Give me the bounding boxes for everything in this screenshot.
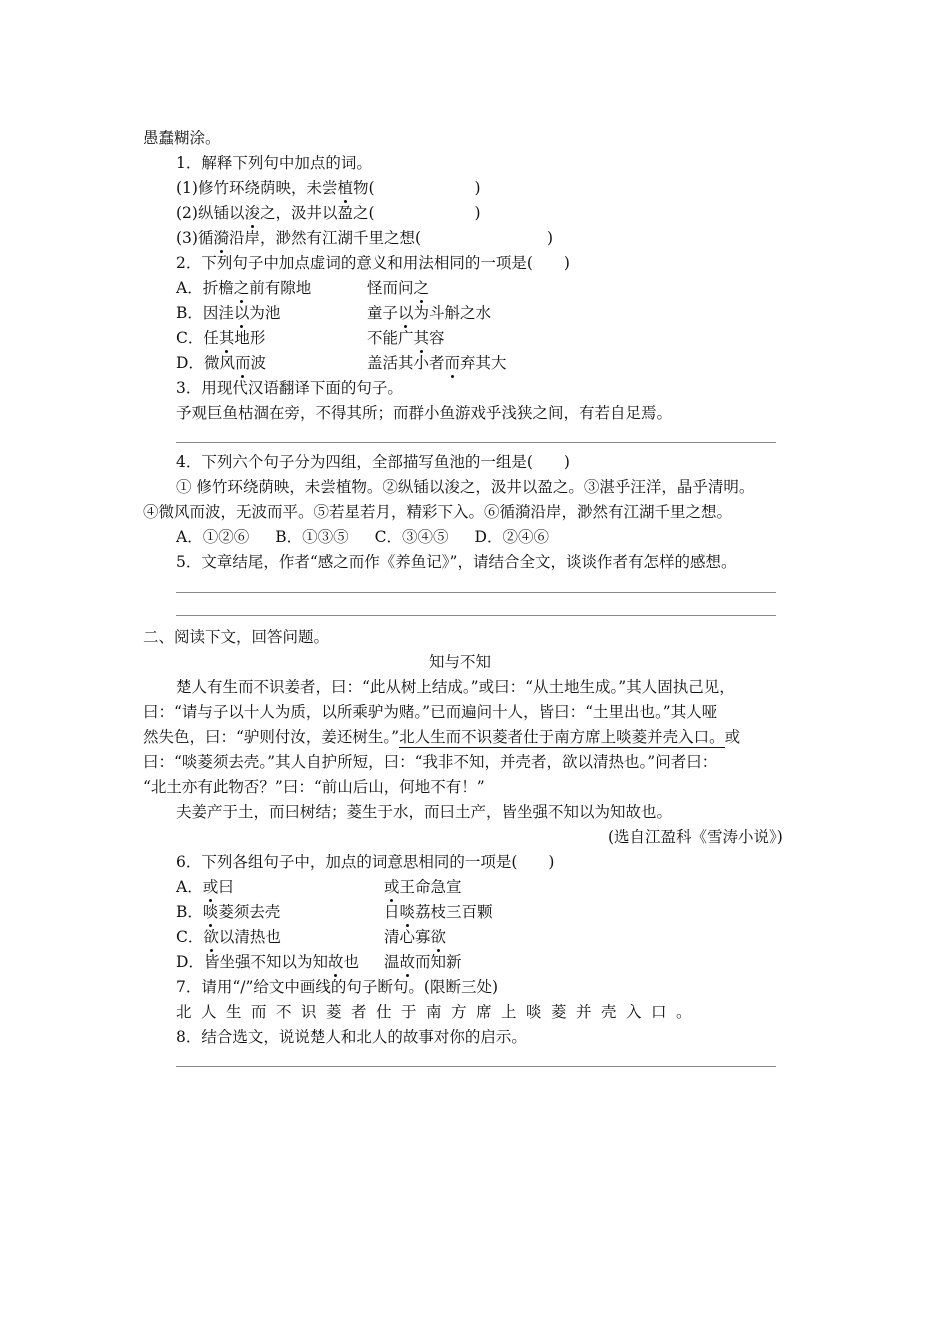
q6-option-d [176, 952, 359, 972]
dotted-word: 欲 [203, 928, 219, 946]
option-left-post: 菱须去壳 [218, 903, 281, 921]
option-letter: A． [176, 528, 203, 546]
option-letter: D． [474, 528, 503, 546]
q6-option-b-right [384, 902, 493, 922]
option-left-post: 曰 [218, 878, 234, 896]
option-letter: A． [176, 878, 203, 896]
dotted-word: 而 [444, 354, 461, 372]
option-letter: B． [176, 304, 203, 322]
dotted-word: 以 [233, 304, 250, 322]
dotted-word: 之 [413, 279, 430, 297]
q6-option-a [176, 877, 234, 897]
answer-line[interactable] [176, 1066, 776, 1067]
q2-option-a-right [367, 278, 429, 298]
passage-source: (选自江盈科《雪涛小说》) [608, 828, 783, 846]
dotted-word: 而 [234, 354, 251, 372]
q2-option-d [176, 353, 266, 373]
q2-stem: 2．下列句子中加点虚词的意义和用法相同的一项是( ) [176, 254, 570, 272]
passage-line-6: 夫姜产于土，而曰树结；菱生于水，而曰土产，皆坐强不知以为知故也。 [176, 803, 673, 821]
q4-line1: ① 修竹环绕荫映，未尝植物。②纵锸以浚之，汲井以盈之。③湛乎汪洋，晶乎清明。 [176, 478, 755, 496]
q1-item-3 [176, 228, 553, 248]
dotted-word: 之 [233, 279, 250, 297]
dotted-word: 啖 [202, 903, 219, 921]
dotted-word: 浚 [244, 204, 260, 222]
option-left-post: 以清热也 [218, 928, 281, 946]
option-right-post: 王命急宣 [399, 878, 462, 896]
option-text: ①③⑤ [302, 528, 349, 546]
q6-option-a-right [384, 877, 462, 897]
dotted-word: 其 [218, 329, 235, 347]
answer-line[interactable] [176, 615, 776, 616]
dotted-word: 以 [398, 304, 414, 322]
option-right-post: 而知新 [415, 953, 462, 971]
q1-item-3-close: ) [547, 229, 554, 247]
q1-stem: 1．解释下列句中加点的词。 [176, 154, 372, 172]
q1-item-2-close: ) [474, 204, 481, 222]
passage-line-3-post: 或 [724, 728, 741, 746]
option-letter: C． [374, 528, 402, 546]
passage-line-3-pre: 然失色，曰：“驴则付汝，姜还树生。” [143, 728, 400, 746]
underlined-sentence: 北人生而不识菱者仕于南方席上啖菱并壳入口。 [399, 728, 725, 746]
passage-line-3 [143, 727, 740, 747]
q8-stem: 8．结合选文，说说楚人和北人的故事对你的启示。 [176, 1028, 527, 1046]
q4-line2: ④微风而波，无波而平。⑤若星若月，精彩下入。⑥循漪沿岸，渺然有江湖千里之想。 [143, 503, 733, 521]
option-letter: D． [176, 354, 204, 372]
passage-title: 知与不知 [429, 653, 492, 671]
q7-stem: 7．请用“/”给文中画线的句子断句。(限断三处) [176, 978, 499, 996]
q1-item-3-pre: (3)循 [176, 229, 214, 247]
option-right-post: 弃其大 [460, 354, 507, 372]
answer-line[interactable] [176, 592, 776, 593]
option-letter: C． [176, 329, 204, 347]
option-left-post: 地形 [234, 329, 266, 347]
dotted-word: 漪 [213, 229, 229, 247]
dotted-word: 故 [399, 953, 416, 971]
dotted-word: 其 [413, 329, 430, 347]
passage-line-2: 曰：“请与子以十人为质，以所乘驴为赌。”已而遍问十人，皆曰：“土里出也。”其人哑 [143, 703, 718, 721]
passage-line-5: “北土亦有此物否？”曰：“前山后山，何地不有！” [143, 778, 485, 796]
option-left-pre: 折檐 [202, 279, 234, 297]
q2-option-d-right [367, 353, 507, 373]
option-left-pre: 任 [203, 329, 219, 347]
dotted-word: 或 [202, 878, 219, 896]
q1-item-1-pre: (1)修竹环绕荫映，未尝 [176, 179, 338, 197]
q1-item-2-pre: (2)纵锸以 [176, 204, 245, 222]
option-right-pre: 不能广 [367, 329, 414, 347]
q4-stem: 4．下列六个句子分为四组，全部描写鱼池的一组是( ) [176, 453, 570, 471]
q6-option-c [176, 927, 281, 947]
q3-sentence: 予观巨鱼枯涸在旁，不得其所；而群小鱼游戏乎浅狭之间，有若自足焉。 [176, 404, 673, 422]
passage-line-1: 楚人有生而不识姜者，曰：“此从树上结成。”或曰：“从土地生成。”其人固执己见， [176, 678, 735, 696]
q5-stem: 5．文章结尾，作者“感之而作《养鱼记》”，请结合全文，谈谈作者有怎样的感想。 [176, 553, 737, 571]
dotted-word: 啖 [399, 903, 416, 921]
dotted-word: 植 [337, 179, 353, 197]
q2-option-c-right [367, 328, 445, 348]
option-right-pre: 怪而问 [367, 279, 414, 297]
option-text: ①②⑥ [202, 528, 250, 546]
q4-options [176, 527, 549, 547]
option-letter: C． [176, 928, 204, 946]
q7-sentence[interactable]: 北人生而不识菱者仕于南方席上啖菱并壳入口。 [176, 1003, 702, 1021]
option-right-pre: 清心寡 [384, 928, 431, 946]
q1-item-1 [176, 178, 481, 198]
option-left-post: 为池 [249, 304, 281, 322]
option-right-pre: 温 [384, 953, 400, 971]
option-letter: B． [275, 528, 303, 546]
q2-option-a [176, 278, 311, 298]
option-left-pre: 微风 [203, 354, 235, 372]
q6-option-c-right [384, 927, 446, 947]
option-text: ②④⑥ [502, 528, 549, 546]
q3-stem: 3．用现代汉语翻译下面的句子。 [176, 379, 403, 397]
option-right-pre: 童子 [367, 304, 399, 322]
q2-option-c [176, 328, 265, 348]
q1-item-2 [176, 203, 481, 223]
dotted-word: 故 [327, 953, 344, 971]
part2-heading: 二、阅读下文，回答问题。 [143, 628, 330, 646]
passage-line-4: 曰：“啖菱须去壳。”其人自护所短，曰：“我非不知，并壳者，欲以清热也。”问者曰： [143, 753, 718, 771]
answer-line[interactable] [176, 442, 776, 443]
option-letter: B． [176, 903, 203, 921]
option-right-post: 容 [429, 329, 445, 347]
option-right-pre: 盖活其小者 [367, 354, 445, 372]
q6-option-d-right [384, 952, 462, 972]
option-left-pre: 皆坐强不知以为知 [203, 953, 328, 971]
option-left-post: 前有隙地 [249, 279, 312, 297]
q1-item-2-post: 之，汲井以盈之( [259, 204, 375, 222]
dotted-word: 或 [384, 878, 400, 896]
option-left-post: 波 [250, 354, 266, 372]
option-right-post: 为斗斛之水 [413, 304, 492, 322]
q2-option-b-right [367, 303, 491, 323]
q6-option-b [176, 902, 280, 922]
option-right-pre: 日 [384, 903, 400, 921]
option-letter: A． [176, 279, 203, 297]
q1-item-1-post: 物( [352, 179, 375, 197]
option-left-pre: 因洼 [202, 304, 234, 322]
q6-stem: 6．下列各组句子中，加点的词意思相同的一项是( ) [176, 853, 555, 871]
dotted-word: 欲 [430, 928, 447, 946]
option-letter: D． [176, 953, 204, 971]
q2-option-b [176, 303, 280, 323]
option-text: ③④⑤ [402, 528, 449, 546]
q1-item-1-close: ) [474, 179, 481, 197]
q1-item-3-post: 沿岸，渺然有江湖千里之想( [228, 229, 422, 247]
option-left-post: 也 [343, 953, 359, 971]
option-right-post: 荔枝三百颗 [415, 903, 493, 921]
intro-end: 愚蠢糊涂。 [143, 129, 221, 147]
